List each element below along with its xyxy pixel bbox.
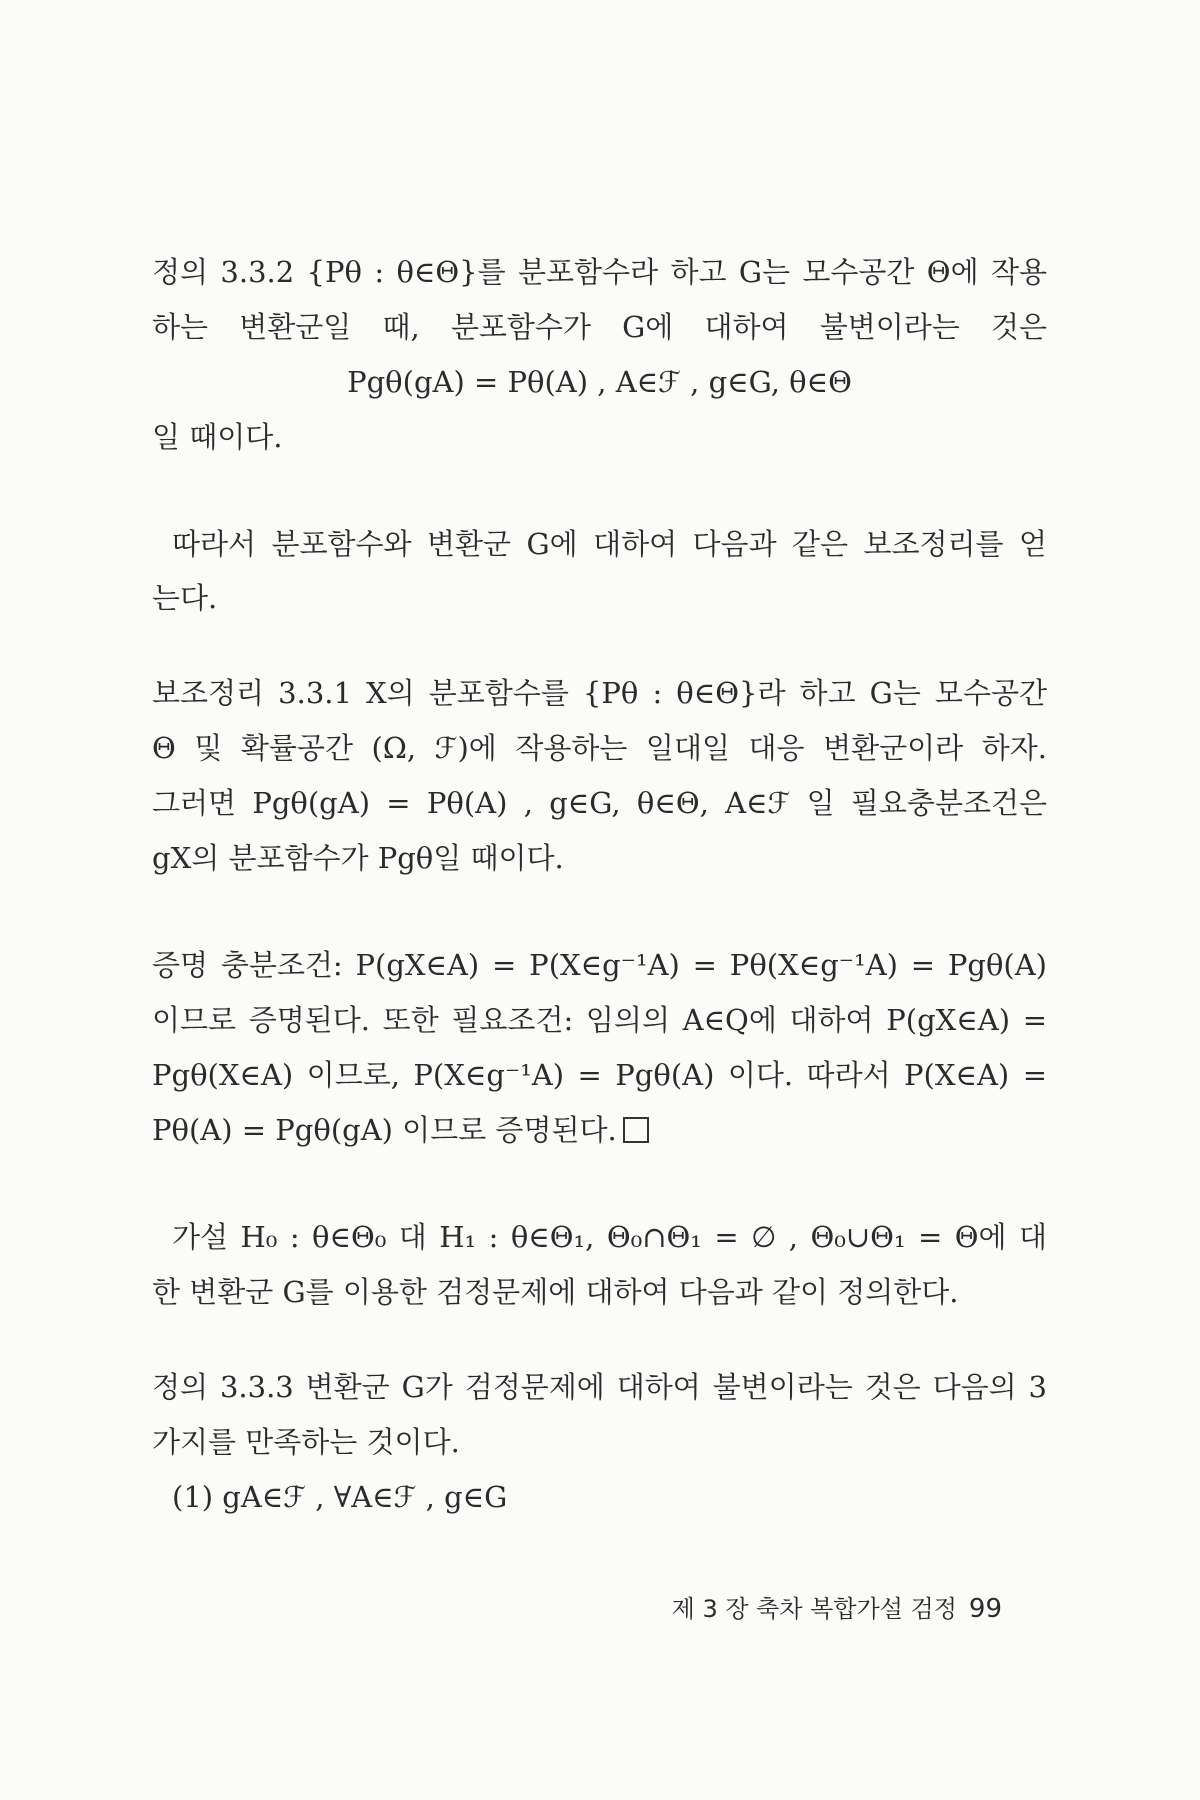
- paragraph-2-line-1: 가설 H₀ : θ∈Θ₀ 대 H₁ : θ∈Θ₁, Θ₀∩Θ₁ = ∅ , Θ₀∪Θ₁ = Θ에 대: [172, 1220, 1047, 1254]
- definition-333-line-2: 가지를 만족하는 것이다.: [152, 1425, 460, 1459]
- footer-chapter-title: 제 3 장 축차 복합가설 검정: [671, 1595, 957, 1623]
- proof-line-1: 증명 충분조건: P(gX∈A) = P(X∈g⁻¹A) = Pθ(X∈g⁻¹A) = Pgθ(A): [152, 948, 1047, 982]
- page-number: 99: [968, 1594, 1002, 1624]
- definition-332-line-1: 정의 3.3.2 {Pθ : θ∈Θ}를 분포함수라 하고 G는 모수공간 Θ에 작용: [152, 255, 1047, 289]
- paragraph-2-line-2: 한 변환군 G를 이용한 검정문제에 대하여 다음과 같이 정의한다.: [152, 1275, 959, 1309]
- lemma-331-line-4: gX의 분포함수가 Pgθ일 때이다.: [152, 841, 564, 875]
- proof-line-3: Pgθ(X∈A) 이므로, P(X∈g⁻¹A) = Pgθ(A) 이다. 따라서 P(X∈A) =: [152, 1058, 1047, 1092]
- proof-line-4-text: Pθ(A) = Pgθ(gA) 이므로 증명된다.: [152, 1113, 617, 1147]
- paragraph-1-line-1: 따라서 분포함수와 변환군 G에 대하여 다음과 같은 보조정리를 얻: [172, 527, 1047, 561]
- proof-line-4: [152, 1110, 1047, 1150]
- definition-333-item-1: (1) gA∈ℱ , ∀A∈ℱ , g∈G: [172, 1480, 508, 1514]
- definition-332-line-2: 하는 변환군일 때, 분포함수가 G에 대하여 불변이라는 것은: [152, 310, 1047, 344]
- lemma-331-line-1: 보조정리 3.3.1 X의 분포함수를 {Pθ : θ∈Θ}라 하고 G는 모수공간: [152, 676, 1047, 710]
- definition-332-line-3: 일 때이다.: [152, 420, 283, 454]
- definition-332-formula: Pgθ(gA) = Pθ(A) , A∈ℱ , g∈G, θ∈Θ: [347, 365, 852, 399]
- page-footer: [672, 1589, 1002, 1624]
- paragraph-1-line-2: 는다.: [152, 581, 218, 615]
- lemma-331-line-3: 그러면 Pgθ(gA) = Pθ(A) , g∈G, θ∈Θ, A∈ℱ 일 필요충분조건은: [152, 786, 1047, 820]
- definition-333-line-1: 정의 3.3.3 변환군 G가 검정문제에 대하여 불변이라는 것은 다음의 3: [152, 1370, 1047, 1404]
- proof-line-2: 이므로 증명된다. 또한 필요조건: 임의의 A∈Q에 대하여 P(gX∈A) =: [152, 1003, 1047, 1037]
- qed-square-icon: [623, 1117, 649, 1143]
- lemma-331-line-2: Θ 및 확률공간 (Ω, ℱ)에 작용하는 일대일 대응 변환군이라 하자.: [152, 731, 1047, 765]
